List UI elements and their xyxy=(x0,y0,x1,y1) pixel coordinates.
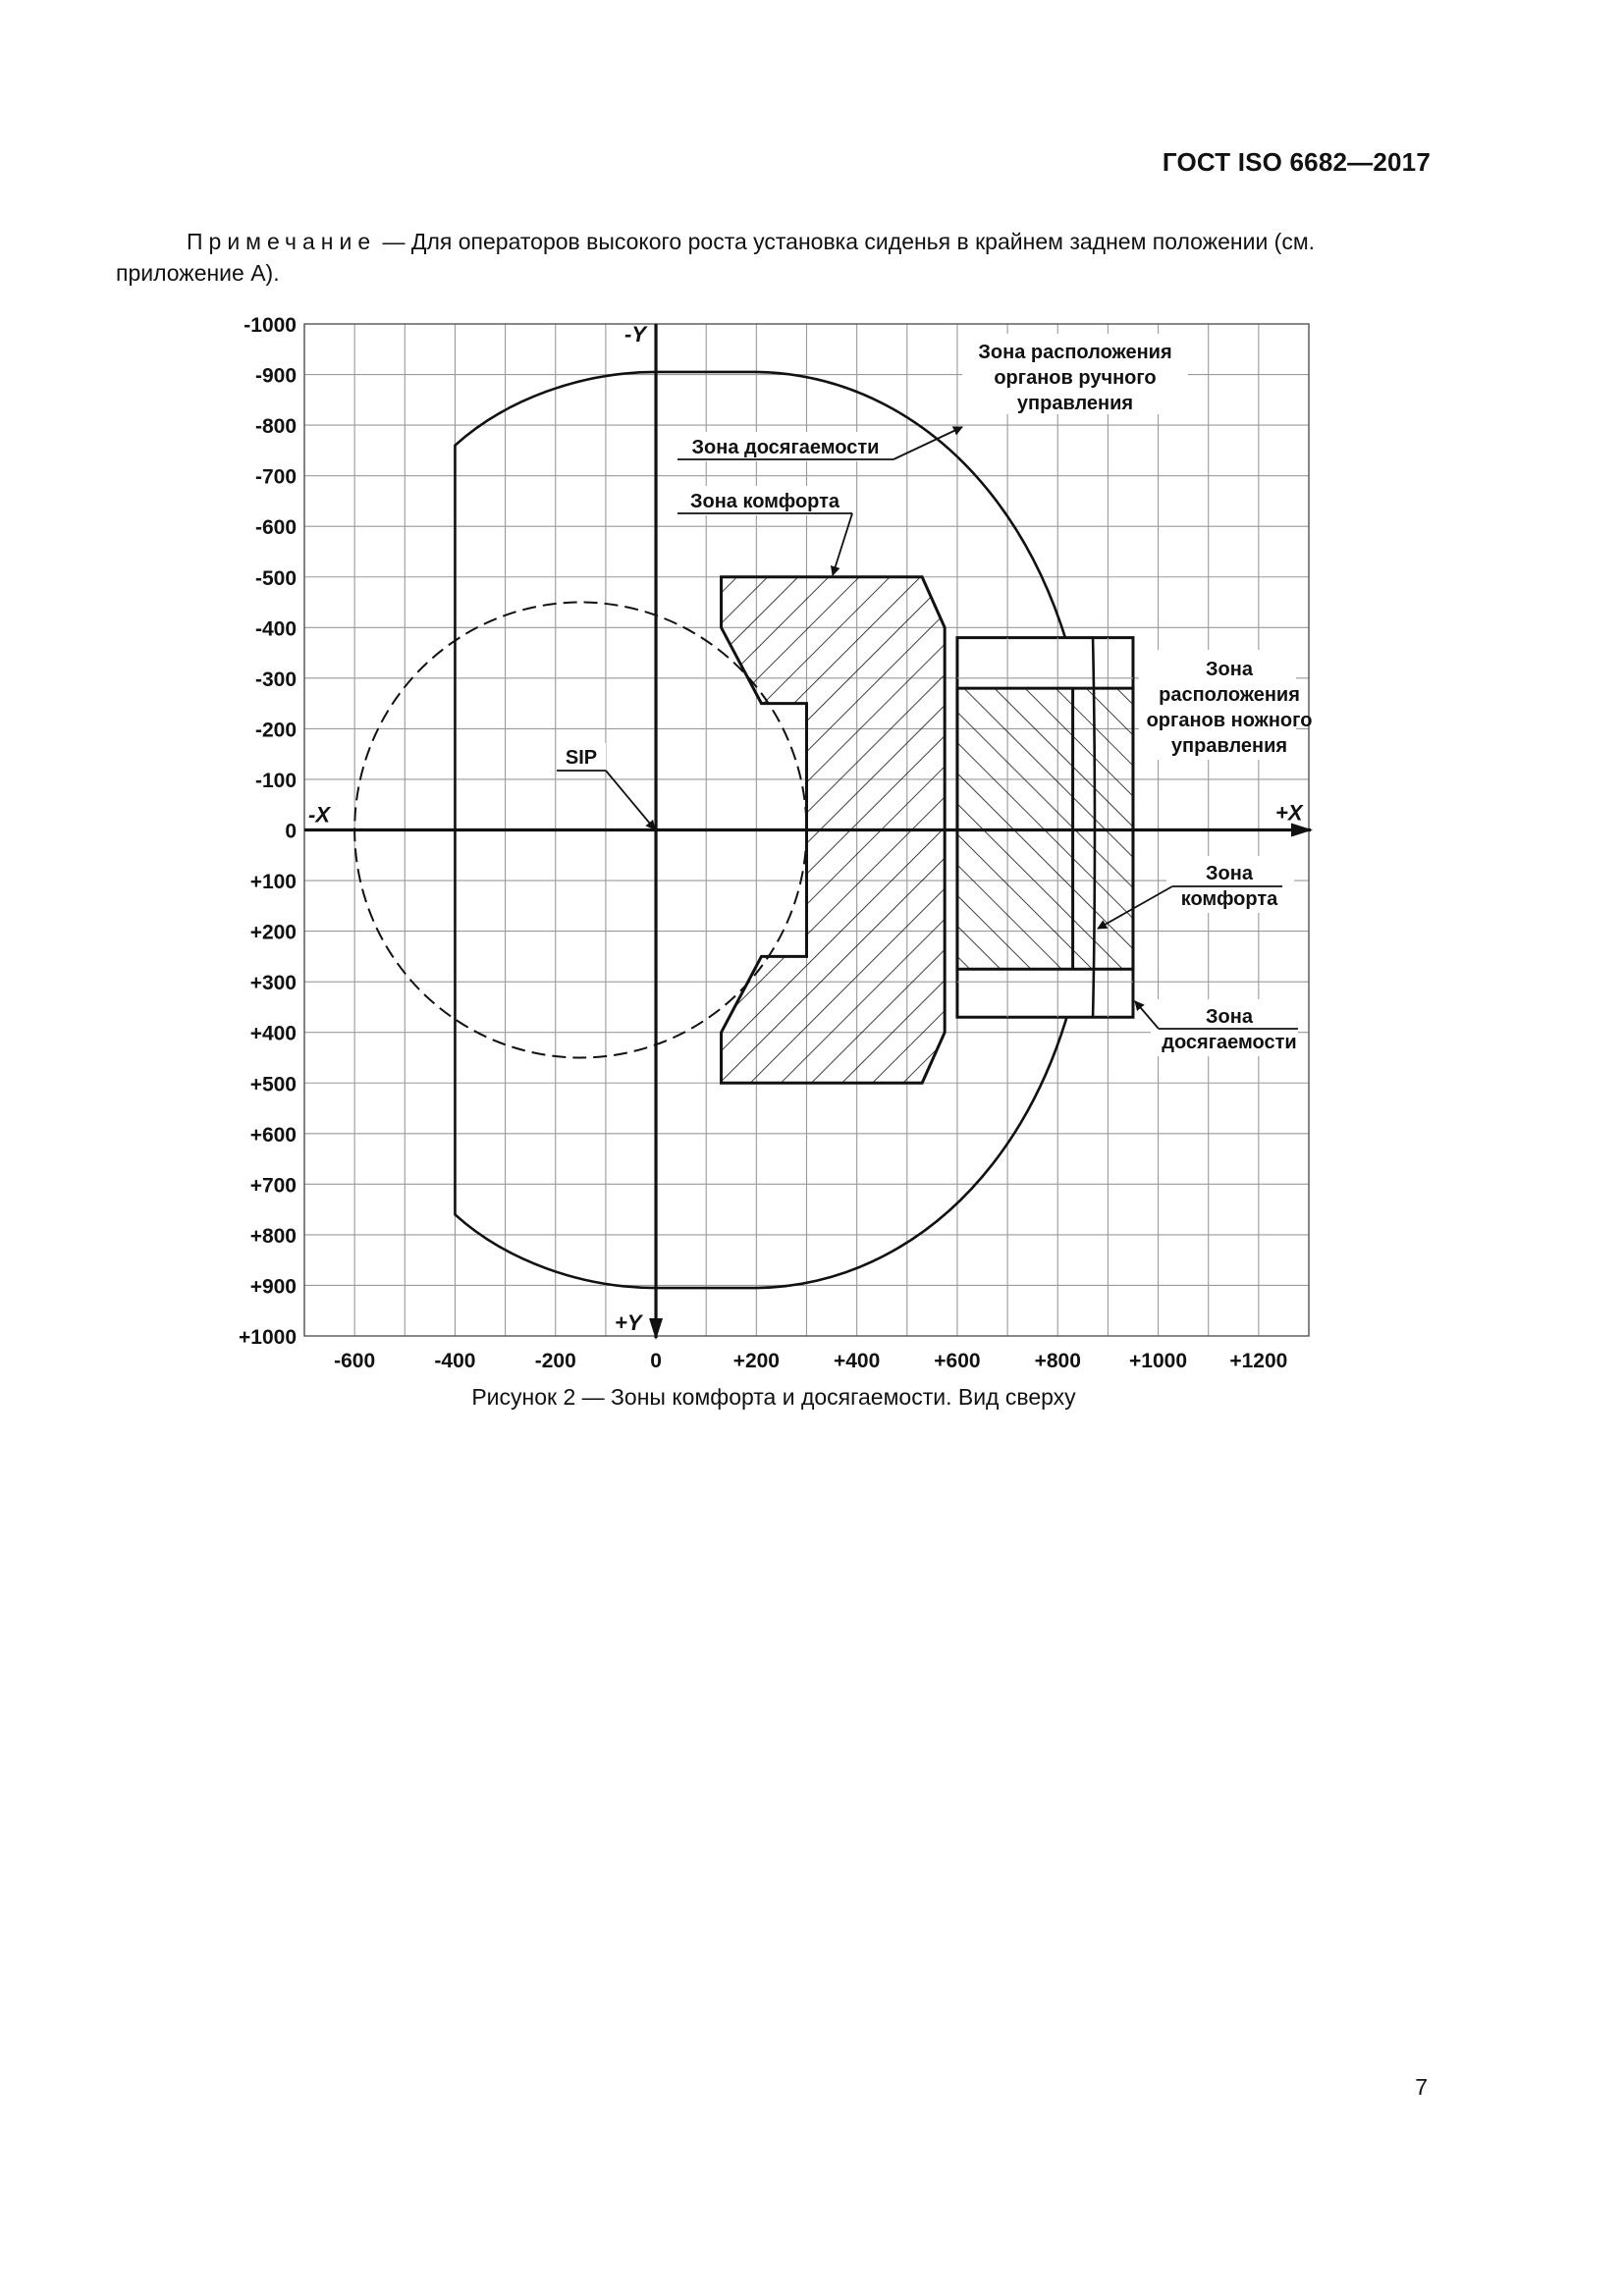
x-tick-label: 0 xyxy=(650,1350,662,1372)
x-tick-label: -600 xyxy=(334,1350,376,1372)
foot-zone-label: управления xyxy=(1170,735,1288,757)
hand-zone-label: органов ручного xyxy=(994,367,1157,389)
x-tick-label: -400 xyxy=(434,1350,476,1372)
x-tick-label: -200 xyxy=(534,1350,576,1372)
note-lead: Примечание xyxy=(187,229,377,254)
x-tick-label: +1000 xyxy=(1129,1350,1188,1372)
document-header: ГОСТ ISO 6682—2017 xyxy=(1162,147,1431,177)
y-tick-label: +900 xyxy=(249,1275,297,1299)
y-tick-label: -500 xyxy=(254,566,297,590)
y-tick-label: +1000 xyxy=(239,1326,297,1349)
foot-comfort-label: комфорта xyxy=(1180,888,1278,910)
foot-reach-label: Зона xyxy=(1206,1006,1253,1028)
y-tick-label: +400 xyxy=(249,1022,297,1045)
x-tick-label: +400 xyxy=(833,1350,881,1372)
hand-zone-label: Зона расположения xyxy=(978,342,1172,363)
note-text: — Для операторов высокого роста установка сиденья в крайнем заднем положении (см. приложение А). xyxy=(116,229,1316,286)
y-tick-label: +500 xyxy=(249,1073,297,1096)
y-tick-label: 0 xyxy=(285,820,297,843)
y-tick-label: -100 xyxy=(254,769,297,792)
x-neg-label: -X xyxy=(308,802,330,828)
y-pos-label: +Y xyxy=(615,1310,642,1335)
y-tick-label: +200 xyxy=(249,921,297,944)
hand-zone-label: управления xyxy=(1016,393,1134,414)
y-tick-label: +700 xyxy=(249,1174,297,1198)
page-number: 7 xyxy=(1415,2074,1428,2100)
y-tick-label: -1000 xyxy=(244,314,297,337)
y-tick-label: -900 xyxy=(254,364,297,388)
x-tick-label: +600 xyxy=(934,1350,981,1372)
reach-label: Зона досягаемости xyxy=(691,437,880,458)
comfort-label: Зона комфорта xyxy=(689,491,840,512)
y-tick-label: -400 xyxy=(254,617,297,641)
foot-reach-label: досягаемости xyxy=(1162,1032,1297,1053)
foot-zone-label: расположения xyxy=(1159,684,1300,706)
foot-zone-label: органов ножного xyxy=(1146,710,1313,731)
x-pos-label: +X xyxy=(1275,800,1303,826)
y-neg-label: -Y xyxy=(624,322,647,347)
y-tick-label: -700 xyxy=(254,465,297,489)
y-tick-label: -300 xyxy=(254,667,297,691)
figure-caption: Рисунок 2 — Зоны комфорта и досягаемости. Вид сверху xyxy=(471,1384,1076,1410)
y-tick-label: +600 xyxy=(249,1123,297,1147)
foot-comfort-label: Зона xyxy=(1206,863,1253,884)
x-tick-label: +800 xyxy=(1034,1350,1081,1372)
y-tick-label: -800 xyxy=(254,415,297,439)
y-tick-label: +800 xyxy=(249,1224,297,1248)
y-tick-label: +300 xyxy=(249,972,297,995)
sip-label: SIP xyxy=(565,747,598,769)
y-tick-label: -200 xyxy=(254,719,297,742)
foot-zone-label: Зона xyxy=(1206,659,1253,680)
x-tick-label: +200 xyxy=(732,1350,781,1372)
x-tick-label: +1200 xyxy=(1229,1350,1288,1372)
y-tick-label: +100 xyxy=(249,871,297,894)
comfort-leader xyxy=(833,513,852,575)
y-tick-label: -600 xyxy=(254,516,297,540)
